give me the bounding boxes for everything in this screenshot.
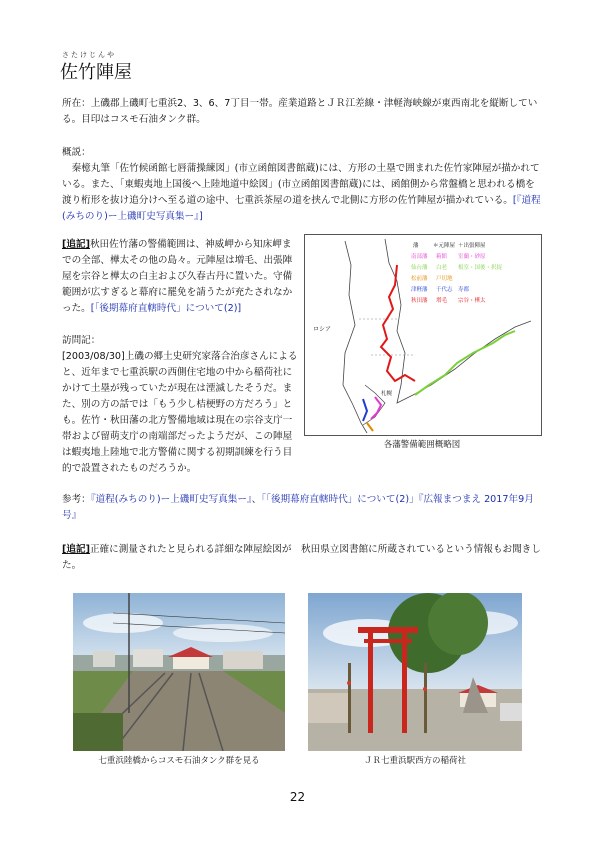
label-sapporo: 札幌 — [381, 391, 393, 397]
legend-han: 津軽藩 — [411, 287, 428, 293]
coastline-east — [385, 239, 531, 403]
legend-sub: 根室・国後・択捉 — [458, 265, 503, 271]
visit-section — [62, 333, 300, 477]
legend-header-han: 藩 — [413, 243, 419, 249]
overview-link[interactable]: [『道程(みちのり)ー上磯町史写真集ー』] — [62, 195, 541, 222]
map-graphic — [305, 235, 541, 435]
coastline-west — [343, 241, 367, 433]
legend-han: 南部藩 — [411, 254, 428, 260]
legend-main: 戸切地 — [436, 276, 453, 282]
legend-han: 仙台藩 — [411, 265, 428, 271]
addendum-tag: [追記] — [62, 239, 90, 250]
addendum-2 — [62, 542, 542, 574]
photo-railway-caption: 七重浜陸橋からコスモ石油タンク群を見る — [98, 756, 260, 766]
location-paragraph: 所在：上磯郡上磯町七重浜2、3、6、7丁目一帯。産業道路とＪＲ江差線・津軽海峡線が東西南北を縦断している。目印はコスモ石油タンク群。 — [62, 98, 538, 125]
overview-heading: 概説： — [62, 147, 91, 158]
legend-main: 箱館 — [436, 254, 448, 260]
reference-link-3[interactable]: 『広報まつまえ 2017年9月号』 — [62, 494, 534, 521]
sendai-route — [415, 331, 515, 395]
map-legend — [411, 241, 503, 304]
addendum-1-link[interactable]: [「後期幕府直轄時代」について(2)] — [90, 303, 242, 314]
defense-map — [304, 234, 542, 436]
legend-sub: 寿都 — [458, 287, 470, 293]
legend-sub: 宗谷・樺太 — [458, 298, 486, 304]
addendum-2-body: 正確に測量されたと見られる詳細な陣屋絵図が 秋田県立図書館に所蔵されているという情報もお聞きした。 — [62, 544, 541, 571]
references — [62, 492, 542, 524]
reference-link-1[interactable]: 『道程(みちのり)ー上磯町史写真集ー』 — [90, 494, 252, 505]
addendum-tag: [追記] — [62, 544, 90, 555]
legend-main: 増毛 — [436, 298, 448, 304]
title-ruby: さたけじんや — [62, 51, 116, 59]
map-caption: 各藩警備範囲概略図 — [383, 440, 461, 450]
visit-heading: 訪問記： — [62, 335, 101, 346]
page-title: 佐竹陣屋 — [60, 62, 132, 83]
legend-header-main: ＊元陣屋 — [433, 243, 456, 249]
photo-railway-image — [73, 593, 285, 751]
photo-shrine-caption: ＪＲ七重浜駅西方の稲荷社 — [363, 756, 466, 766]
overview-body — [62, 161, 542, 225]
label-russia: ロシア — [313, 326, 332, 333]
overview-section — [62, 145, 542, 225]
photo-shrine — [308, 593, 522, 751]
photo-shrine-image — [308, 593, 522, 751]
page-number: 22 — [289, 790, 306, 804]
references-prefix: 参考： — [62, 494, 91, 505]
legend-header-sub: ＋出張陣屋 — [458, 243, 486, 249]
tsugaru-route — [363, 399, 367, 421]
legend-han: 松前藩 — [411, 276, 428, 282]
overview-text: 秦檍丸筆「佐竹候函館七唇蒲操練図」(市立函館図書館蔵)には、方形の土塁で囲まれた佐竹家陣屋が描かれている。また、「東蝦夷地上国後へ上陸地道中絵図」(市立函館図書館蔵)には、函館側から常盤橋と思われる橋を渡り桁形を抜け追分けへ至る道の途中、七重浜茶屋の道を挟んで北側に方形の佐竹陣屋が描かれている。 — [62, 163, 540, 206]
legend-han: 秋田藩 — [411, 298, 428, 304]
photo-railway — [73, 593, 285, 751]
matsumae-route — [367, 423, 373, 431]
reference-link-2[interactable]: 「「後期幕府直轄時代」について(2)」 — [261, 494, 419, 505]
visit-body: [2003/08/30]上磯の郷土史研究家落合治彦さんによると、近年まで七重浜駅の西側住宅地の中から稲荷社にかけて土塁が残っていたが現在は湮滅したそうだ。また、別の方の話では「もう少し桔梗野の方だろう」とも。佐竹・秋田藩の北方警備地域は現在の宗谷支庁一帯および留萌支庁の南端部だったようだが、この陣屋は蝦夷地上陸地で北方警備に関する初期訓練を行う目的で設置されたものだろうか。 — [62, 351, 298, 474]
addendum-1 — [62, 237, 300, 317]
references-sep: 、 — [251, 494, 262, 505]
legend-main: 白老 — [436, 265, 448, 271]
legend-sub: 室蘭・砂原 — [458, 254, 486, 260]
legend-main: 千代志 — [436, 287, 453, 293]
addendum-1-body: 秋田佐竹藩の警備範囲は、神威岬から知床岬までの全部、樺太その他の島々。元陣屋は増毛、出張陣屋を宗谷と樺太の白主および久春古丹に置いた。守備範囲が広すぎると幕府に罷免を請うたが充たされなかった。 — [62, 239, 293, 314]
